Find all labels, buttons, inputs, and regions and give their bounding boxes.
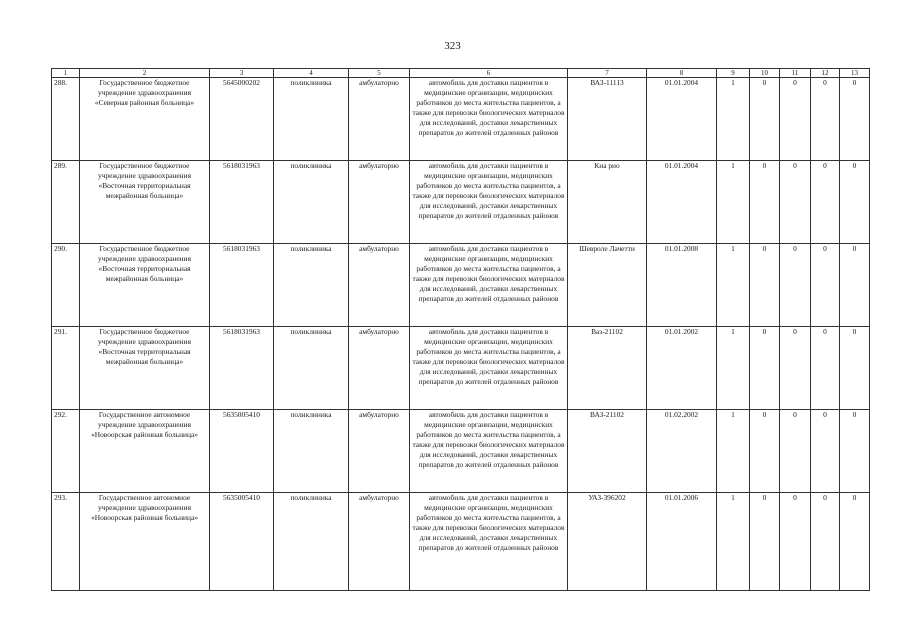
unit-type: поликлиника xyxy=(274,78,349,161)
care-form: амбулаторно xyxy=(349,161,410,244)
cell-col-12: 0 xyxy=(811,244,840,327)
unit-type: поликлиника xyxy=(274,161,349,244)
organization-code: 5618031963 xyxy=(210,161,274,244)
cell-col-9: 1 xyxy=(717,493,750,591)
table-row xyxy=(52,327,870,410)
column-header: 13 xyxy=(840,69,870,78)
commission-date: 01.01.2004 xyxy=(647,78,717,161)
cell-col-12: 0 xyxy=(811,161,840,244)
organization-name: Государственное бюджетное учреждение здравоохранения «Восточная территориальная межрайонная больница» xyxy=(80,161,210,244)
row-number: 291. xyxy=(52,327,80,410)
vehicle-purpose: автомобиль для доставки пациентов в медицинские организации, медицинских работников до места жительства пациентов, а также для перевозки биологических материалов для исследований, доставки лекарственных препаратов до жителей отдаленных районов xyxy=(410,327,568,410)
cell-col-9: 1 xyxy=(717,410,750,493)
cell-col-10: 0 xyxy=(750,244,780,327)
organization-code: 5635005410 xyxy=(210,493,274,591)
cell-col-13: 0 xyxy=(840,493,870,591)
column-header: 11 xyxy=(780,69,811,78)
cell-col-10: 0 xyxy=(750,161,780,244)
care-form: амбулаторно xyxy=(349,78,410,161)
organization-code: 5618031963 xyxy=(210,327,274,410)
cell-col-13: 0 xyxy=(840,410,870,493)
cell-col-12: 0 xyxy=(811,78,840,161)
vehicle-purpose: автомобиль для доставки пациентов в медицинские организации, медицинских работников до места жительства пациентов, а также для перевозки биологических материалов для исследований, доставки лекарственных препаратов до жителей отдаленных районов xyxy=(410,493,568,591)
cell-col-9: 1 xyxy=(717,244,750,327)
commission-date: 01.01.2002 xyxy=(647,327,717,410)
cell-col-11: 0 xyxy=(780,493,811,591)
cell-col-12: 0 xyxy=(811,327,840,410)
cell-col-11: 0 xyxy=(780,244,811,327)
organization-name: Государственное бюджетное учреждение здравоохранения «Восточная территориальная межрайонная больница» xyxy=(80,244,210,327)
organization-code: 5618031963 xyxy=(210,244,274,327)
organization-name: Государственное автономное учреждение здравоохранения «Новоорская районная больница» xyxy=(80,410,210,493)
cell-col-9: 1 xyxy=(717,78,750,161)
column-header: 12 xyxy=(811,69,840,78)
table-row xyxy=(52,78,870,161)
column-header: 9 xyxy=(717,69,750,78)
cell-col-10: 0 xyxy=(750,493,780,591)
column-header: 6 xyxy=(410,69,568,78)
column-number-row xyxy=(52,69,870,78)
organization-code: 5635005410 xyxy=(210,410,274,493)
table-row xyxy=(52,244,870,327)
care-form: амбулаторно xyxy=(349,493,410,591)
cell-col-10: 0 xyxy=(750,410,780,493)
commission-date: 01.01.2006 xyxy=(647,493,717,591)
column-header: 8 xyxy=(647,69,717,78)
cell-col-13: 0 xyxy=(840,78,870,161)
vehicle-register-table xyxy=(51,68,870,591)
cell-col-9: 1 xyxy=(717,327,750,410)
cell-col-12: 0 xyxy=(811,410,840,493)
column-header: 4 xyxy=(274,69,349,78)
column-header: 2 xyxy=(80,69,210,78)
cell-col-11: 0 xyxy=(780,78,811,161)
column-header: 10 xyxy=(750,69,780,78)
care-form: амбулаторно xyxy=(349,327,410,410)
commission-date: 01.02.2002 xyxy=(647,410,717,493)
cell-col-11: 0 xyxy=(780,161,811,244)
vehicle-purpose: автомобиль для доставки пациентов в медицинские организации, медицинских работников до места жительства пациентов, а также для перевозки биологических материалов для исследований, доставки лекарственных препаратов до жителей отдаленных районов xyxy=(410,410,568,493)
unit-type: поликлиника xyxy=(274,410,349,493)
cell-col-12: 0 xyxy=(811,493,840,591)
row-number: 292. xyxy=(52,410,80,493)
cell-col-13: 0 xyxy=(840,244,870,327)
vehicle-purpose: автомобиль для доставки пациентов в медицинские организации, медицинских работников до места жительства пациентов, а также для перевозки биологических материалов для исследований, доставки лекарственных препаратов до жителей отдаленных районов xyxy=(410,244,568,327)
vehicle-model: Шевроле Лачетти xyxy=(568,244,647,327)
unit-type: поликлиника xyxy=(274,493,349,591)
organization-name: Государственное бюджетное учреждение здравоохранения «Северная районная больница» xyxy=(80,78,210,161)
care-form: амбулаторно xyxy=(349,410,410,493)
cell-col-10: 0 xyxy=(750,327,780,410)
commission-date: 01.01.2004 xyxy=(647,161,717,244)
vehicle-model: Ваз-21102 xyxy=(568,327,647,410)
cell-col-13: 0 xyxy=(840,161,870,244)
organization-name: Государственное бюджетное учреждение здравоохранения «Восточная территориальная межрайонная больница» xyxy=(80,327,210,410)
vehicle-purpose: автомобиль для доставки пациентов в медицинские организации, медицинских работников до места жительства пациентов, а также для перевозки биологических материалов для исследований, доставки лекарственных препаратов до жителей отдаленных районов xyxy=(410,161,568,244)
column-header: 1 xyxy=(52,69,80,78)
unit-type: поликлиника xyxy=(274,327,349,410)
row-number: 289. xyxy=(52,161,80,244)
column-header: 5 xyxy=(349,69,410,78)
cell-col-9: 1 xyxy=(717,161,750,244)
row-number: 293. xyxy=(52,493,80,591)
organization-name: Государственное автономное учреждение здравоохранения «Новоорская районная больница» xyxy=(80,493,210,591)
cell-col-13: 0 xyxy=(840,327,870,410)
table-row xyxy=(52,410,870,493)
cell-col-11: 0 xyxy=(780,410,811,493)
table-row xyxy=(52,493,870,591)
column-header: 3 xyxy=(210,69,274,78)
cell-col-10: 0 xyxy=(750,78,780,161)
unit-type: поликлиника xyxy=(274,244,349,327)
column-header: 7 xyxy=(568,69,647,78)
vehicle-model: ВАЗ-21102 xyxy=(568,410,647,493)
cell-col-11: 0 xyxy=(780,327,811,410)
page-number: 323 xyxy=(444,40,461,52)
care-form: амбулаторно xyxy=(349,244,410,327)
vehicle-model: ВАЗ-11113 xyxy=(568,78,647,161)
vehicle-model: УАЗ-396202 xyxy=(568,493,647,591)
commission-date: 01.01.2008 xyxy=(647,244,717,327)
vehicle-purpose: автомобиль для доставки пациентов в медицинские организации, медицинских работников до места жительства пациентов, а также для перевозки биологических материалов для исследований, доставки лекарственных препаратов до жителей отдаленных районов xyxy=(410,78,568,161)
table-row xyxy=(52,161,870,244)
organization-code: 5645000202 xyxy=(210,78,274,161)
row-number: 290. xyxy=(52,244,80,327)
row-number: 288. xyxy=(52,78,80,161)
vehicle-model: Киа рио xyxy=(568,161,647,244)
